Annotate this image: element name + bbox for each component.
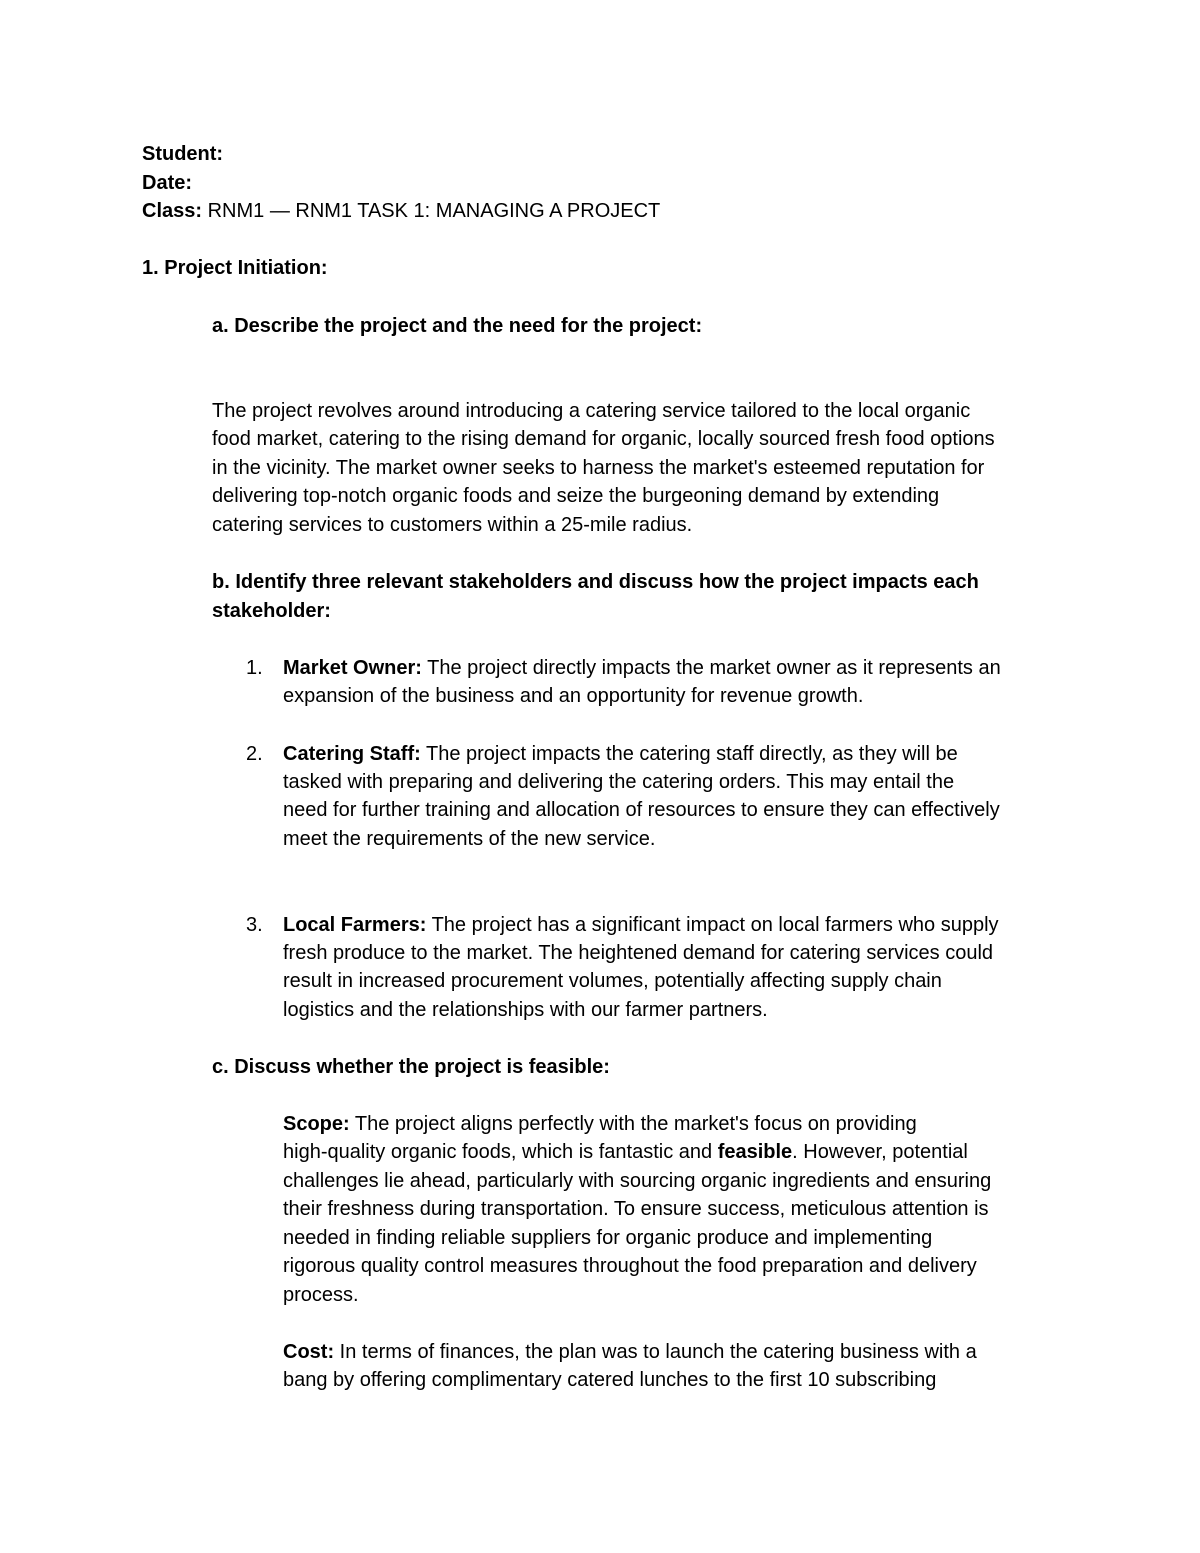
scope-text: high-quality organic foods, which is fantastic and [283, 1141, 718, 1163]
feasible-emphasis: feasible [717, 1141, 793, 1163]
scope-text: The project aligns perfectly with the market's focus on providing [349, 1113, 917, 1135]
paragraph-line: their freshness during transportation. To ensure success, meticulous attention is [283, 1198, 989, 1220]
list-number: 1. [246, 657, 263, 679]
stakeholder-local-farmers [283, 911, 999, 939]
stakeholder-label: Market Owner: [283, 657, 422, 679]
scope-label: Scope: [283, 1113, 350, 1135]
date-label: Date: [142, 172, 193, 194]
class-line [142, 197, 660, 225]
stakeholder-label: Catering Staff: [283, 743, 421, 765]
list-item-line: result in increased procurement volumes, potentially affecting supply chain [283, 970, 942, 992]
scope-line-2 [283, 1138, 968, 1166]
stakeholder-text: The project impacts the catering staff directly, as they will be [420, 743, 958, 765]
cost-text: In terms of finances, the plan was to launch the catering business with a [334, 1341, 977, 1363]
paragraph-line: needed in finding reliable suppliers for organic produce and implementing [283, 1227, 933, 1249]
student-label: Student: [142, 143, 224, 165]
question-b-heading-line2: stakeholder: [212, 600, 331, 622]
paragraph-line: catering services to customers within a 25-mile radius. [212, 514, 693, 536]
paragraph-line: delivering top-notch organic foods and seize the burgeoning demand by extending [212, 485, 940, 507]
paragraph-line: rigorous quality control measures throughout the food preparation and delivery [283, 1255, 977, 1277]
scope-text: . However, potential [792, 1141, 968, 1163]
list-item-line: expansion of the business and an opportunity for revenue growth. [283, 685, 864, 707]
question-c-heading: c. Discuss whether the project is feasible: [212, 1056, 610, 1078]
scope-first-line [283, 1110, 917, 1138]
list-number: 2. [246, 743, 263, 765]
stakeholder-text: The project directly impacts the market owner as it represents an [421, 657, 1001, 679]
list-item-line: logistics and the relationships with our farmer partners. [283, 999, 768, 1021]
class-value: RNM1 — RNM1 TASK 1: MANAGING A PROJECT [202, 200, 661, 222]
question-b-heading-line1: b. Identify three relevant stakeholders and discuss how the project impacts each [212, 571, 979, 593]
paragraph-line: The project revolves around introducing a catering service tailored to the local organic [212, 400, 971, 422]
list-item-line: tasked with preparing and delivering the catering orders. This may entail the [283, 771, 955, 793]
question-a-heading: a. Describe the project and the need for the project: [212, 315, 703, 337]
cost-label: Cost: [283, 1341, 335, 1363]
paragraph-line: bang by offering complimentary catered lunches to the first 10 subscribing [283, 1369, 937, 1391]
cost-first-line [283, 1338, 977, 1366]
stakeholder-label: Local Farmers: [283, 914, 427, 936]
list-item-line: meet the requirements of the new service. [283, 828, 656, 850]
list-item-line: need for further training and allocation of resources to ensure they can effectively [283, 799, 1000, 821]
paragraph-line: process. [283, 1284, 359, 1306]
paragraph-line: challenges lie ahead, particularly with sourcing organic ingredients and ensuring [283, 1170, 992, 1192]
list-item-line: fresh produce to the market. The heightened demand for catering services could [283, 942, 994, 964]
paragraph-line: in the vicinity. The market owner seeks to harness the market's esteemed reputation for [212, 457, 985, 479]
paragraph-line: food market, catering to the rising demand for organic, locally sourced fresh food options [212, 428, 995, 450]
stakeholder-text: The project has a significant impact on local farmers who supply [426, 914, 999, 936]
section-heading-project-initiation: 1. Project Initiation: [142, 257, 328, 279]
stakeholder-market-owner [283, 654, 1001, 682]
stakeholder-catering-staff [283, 740, 958, 768]
class-label: Class: [142, 200, 203, 222]
list-number: 3. [246, 914, 263, 936]
